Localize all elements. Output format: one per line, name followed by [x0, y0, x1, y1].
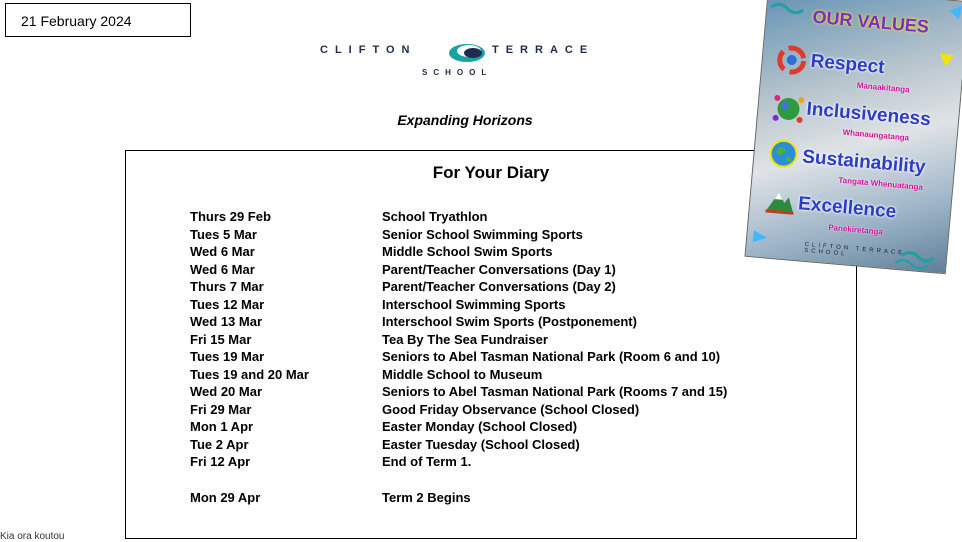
event-date: Tues 5 Mar — [190, 226, 257, 242]
event-name: Good Friday Observance (School Closed) — [382, 401, 640, 417]
event-date: Mon 29 Apr — [190, 489, 261, 505]
value-word: Inclusiveness — [805, 98, 932, 131]
diary-row — [190, 402, 727, 420]
diary-row — [190, 314, 727, 332]
poster-footer: CLIFTON TERRACE SCHOOL — [803, 241, 906, 258]
footer-note: Kia ora koutou — [0, 531, 65, 542]
event-date: Thurs 7 Mar — [190, 279, 264, 294]
event-name: Interschool Swim Sports (Postponement) — [382, 314, 637, 329]
event-name: Term 2 Begins — [382, 489, 471, 505]
diary-row — [190, 367, 727, 385]
event-name: End of Term 1. — [382, 454, 472, 469]
values-poster — [744, 0, 962, 274]
diary-row — [190, 437, 727, 455]
event-date: Tues 19 and 20 Mar — [190, 366, 309, 382]
globe-people-icon — [771, 92, 806, 127]
diary-row — [190, 332, 727, 350]
diary-row — [190, 244, 727, 262]
event-date: Wed 20 Mar — [190, 384, 263, 399]
recycle-icon — [776, 44, 809, 77]
newsletter-date: 21 February 2024 — [5, 3, 191, 37]
diary-panel — [125, 150, 857, 539]
diary-title: For Your Diary — [432, 163, 550, 182]
event-date: Tues 12 Mar — [190, 296, 265, 312]
event-name: Parent/Teacher Conversations (Day 1) — [382, 261, 616, 277]
event-name: Parent/Teacher Conversations (Day 2) — [382, 279, 616, 294]
event-name: Senior School Swimming Sports — [382, 226, 583, 242]
event-date: Thurs 29 Feb — [190, 209, 271, 224]
event-name: Easter Tuesday (School Closed) — [382, 436, 580, 452]
logo-swoosh-icon — [446, 38, 488, 64]
event-date: Fri 29 Mar — [190, 401, 252, 417]
diary-row — [190, 262, 727, 280]
event-name: Middle School to Museum — [382, 366, 543, 382]
earth-icon — [767, 137, 800, 170]
event-date: Tues 19 Mar — [190, 349, 265, 364]
value-word: Sustainability — [801, 146, 927, 179]
poster-title: OUR VALUES — [811, 6, 930, 37]
logo-school-word: SCHOOL — [422, 68, 493, 77]
event-name: School Tryathlon — [382, 209, 488, 224]
diary-row — [190, 384, 727, 402]
event-date: Wed 13 Mar — [190, 314, 263, 329]
value-maori: Whanaungatanga — [842, 127, 910, 143]
event-name: Seniors to Abel Tasman National Park (Room 6 and 10) — [382, 349, 721, 364]
mountain-icon — [763, 185, 797, 216]
value-maori: Panekiretanga — [827, 222, 884, 237]
event-date: Fri 15 Mar — [190, 331, 252, 347]
value-maori: Manaakitanga — [856, 80, 910, 95]
event-date: Tue 2 Apr — [190, 436, 249, 452]
event-name: Easter Monday (School Closed) — [382, 419, 578, 434]
diary-row — [190, 349, 727, 367]
diary-row — [190, 209, 727, 227]
value-maori: Tangata Whenuatanga — [838, 175, 924, 192]
school-logo — [320, 38, 610, 88]
diary-row — [190, 419, 727, 437]
diary-row — [190, 297, 727, 315]
logo-word-right: TERRACE — [492, 44, 595, 56]
diary-row — [190, 454, 727, 472]
diary-row — [190, 490, 727, 508]
value-word: Respect — [809, 50, 886, 79]
logo-word-left: CLIFTON — [320, 44, 417, 56]
event-name: Seniors to Abel Tasman National Park (Rooms 7 and 15) — [382, 384, 728, 399]
diary-list — [190, 209, 727, 507]
event-date: Fri 12 Apr — [190, 454, 251, 469]
event-name: Middle School Swim Sports — [382, 244, 553, 259]
event-date: Mon 1 Apr — [190, 419, 254, 434]
event-date: Wed 6 Mar — [190, 261, 255, 277]
diary-row — [190, 279, 727, 297]
diary-row — [190, 227, 727, 245]
event-name: Interschool Swimming Sports — [382, 296, 566, 312]
value-word: Excellence — [797, 193, 898, 223]
event-name: Tea By The Sea Fundraiser — [382, 331, 548, 347]
school-motto: Expanding Horizons — [397, 112, 533, 128]
event-date: Wed 6 Mar — [190, 244, 255, 259]
